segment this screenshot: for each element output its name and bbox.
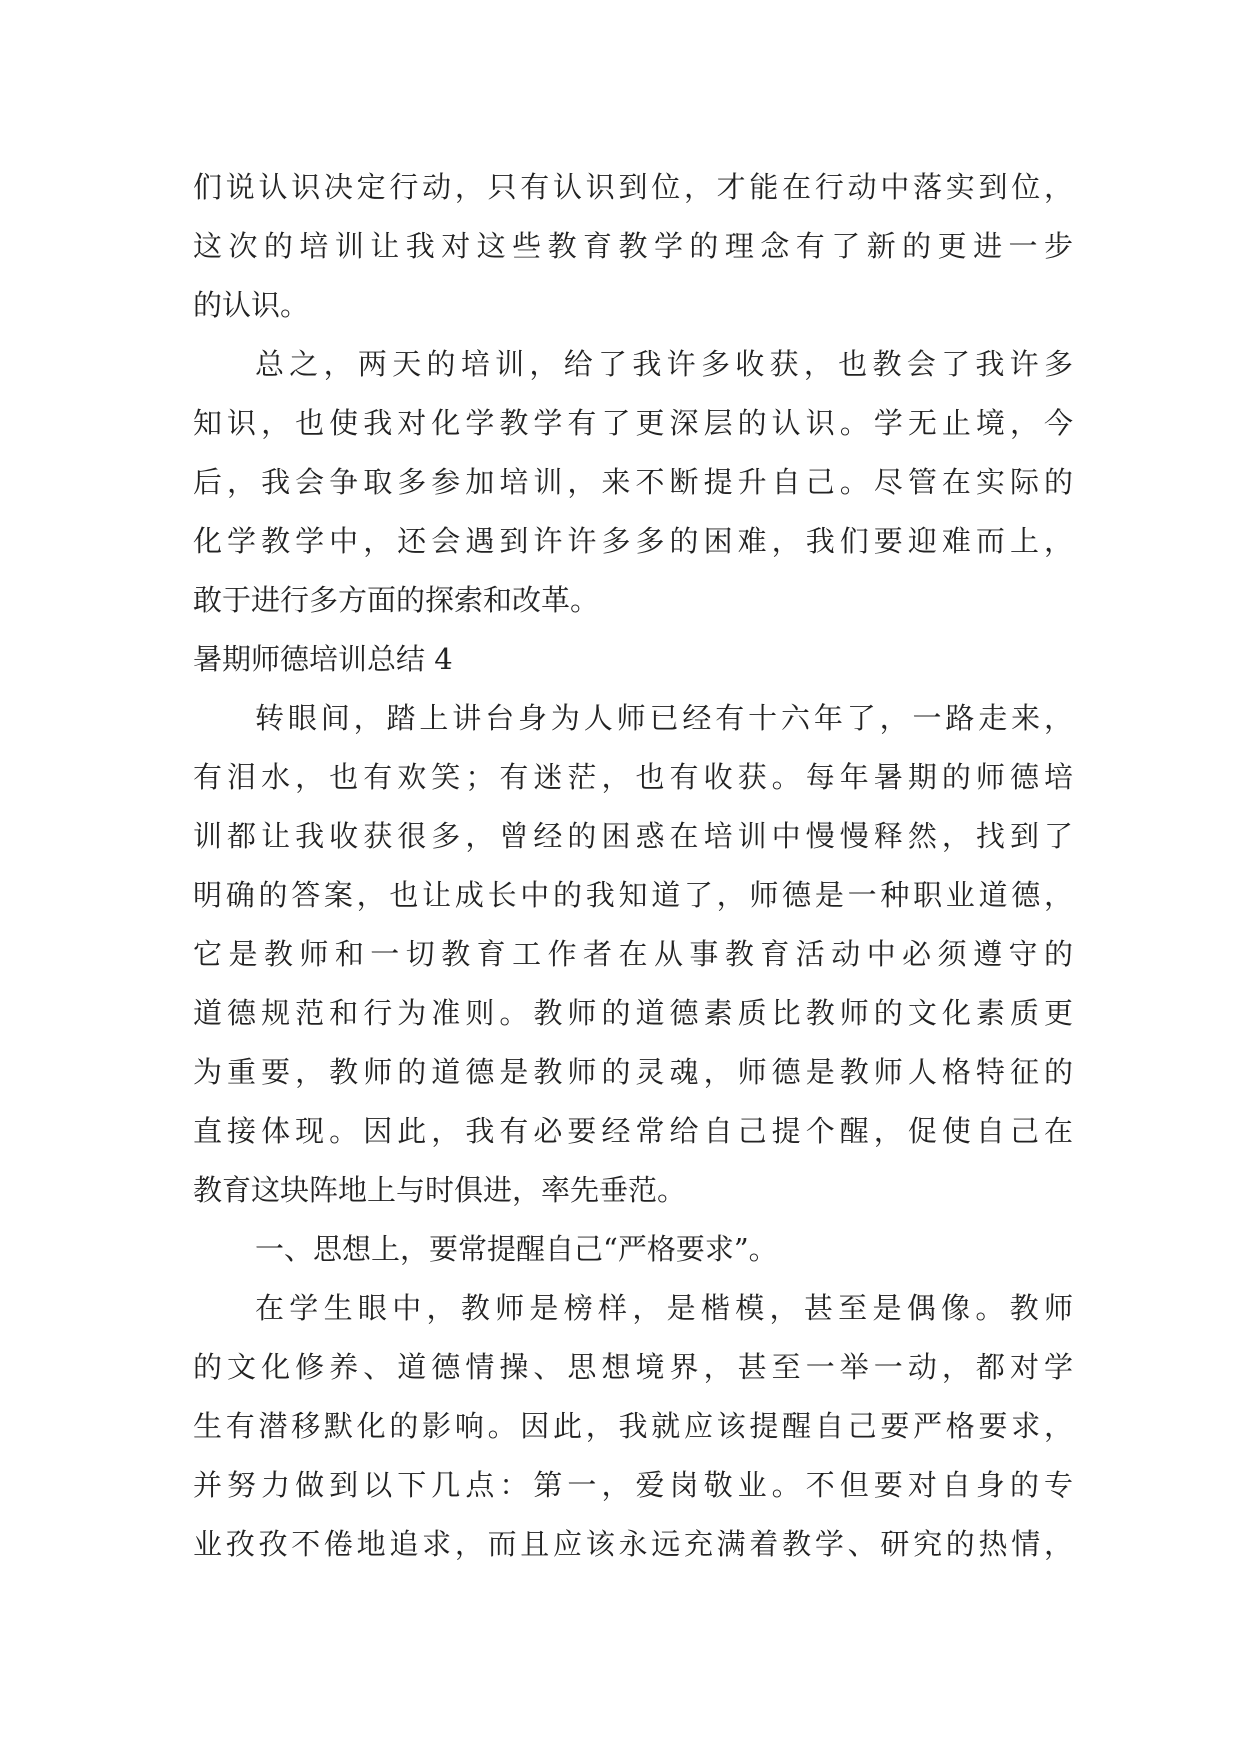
text-line: 明确的答案，也让成长中的我知道了，师德是一种职业道德， — [193, 878, 1073, 912]
text-line: 一、思想上，要常提醒自己“严格要求”。 — [255, 1232, 778, 1266]
text-line: 后，我会争取多参加培训，来不断提升自己。尽管在实际的 — [193, 465, 1073, 499]
document-body — [193, 158, 1073, 1574]
text-line: 生有潜移默化的影响。因此，我就应该提醒自己要严格要求， — [193, 1409, 1073, 1443]
text-line: 转眼间，踏上讲台身为人师已经有十六年了，一路走来， — [255, 701, 1073, 735]
text-line: 训都让我收获很多，曾经的困惑在培训中慢慢释然，找到了 — [193, 819, 1073, 853]
text-line: 有泪水，也有欢笑；有迷茫，也有收获。每年暑期的师德培 — [193, 760, 1073, 794]
text-line: 业孜孜不倦地追求，而且应该永远充满着教学、研究的热情， — [193, 1527, 1073, 1561]
text-line: 化学教学中，还会遇到许许多多的困难，我们要迎难而上， — [193, 524, 1073, 558]
text-line: 的文化修养、道德情操、思想境界，甚至一举一动，都对学 — [193, 1350, 1073, 1384]
text-line: 为重要，教师的道德是教师的灵魂，师德是教师人格特征的 — [193, 1055, 1073, 1089]
text-line: 教育这块阵地上与时俱进，率先垂范。 — [193, 1173, 687, 1207]
section-heading: 暑期师德培训总结 4 — [193, 642, 453, 676]
text-line: 并努力做到以下几点：第一，爱岗敬业。不但要对自身的专 — [193, 1468, 1073, 1502]
text-line: 的认识。 — [193, 288, 310, 322]
text-line: 在学生眼中，教师是榜样，是楷模，甚至是偶像。教师 — [255, 1291, 1073, 1325]
text-line: 这次的培训让我对这些教育教学的理念有了新的更进一步 — [193, 229, 1073, 263]
text-line: 它是教师和一切教育工作者在从事教育活动中必须遵守的 — [193, 937, 1073, 971]
text-line: 直接体现。因此，我有必要经常给自己提个醒，促使自己在 — [193, 1114, 1073, 1148]
text-line: 敢于进行多方面的探索和改革。 — [193, 583, 600, 617]
paragraph-1 — [193, 158, 1073, 335]
text-line: 道德规范和行为准则。教师的道德素质比教师的文化素质更 — [193, 996, 1073, 1030]
text-line: 们说认识决定行动，只有认识到位，才能在行动中落实到位， — [193, 170, 1073, 204]
paragraph-2 — [193, 335, 1073, 630]
paragraph-4 — [193, 1220, 1073, 1279]
text-line: 总之，两天的培训，给了我许多收获，也教会了我许多 — [255, 347, 1073, 381]
text-line: 知识，也使我对化学教学有了更深层的认识。学无止境，今 — [193, 406, 1073, 440]
paragraph-3 — [193, 689, 1073, 1220]
paragraph-5 — [193, 1279, 1073, 1574]
